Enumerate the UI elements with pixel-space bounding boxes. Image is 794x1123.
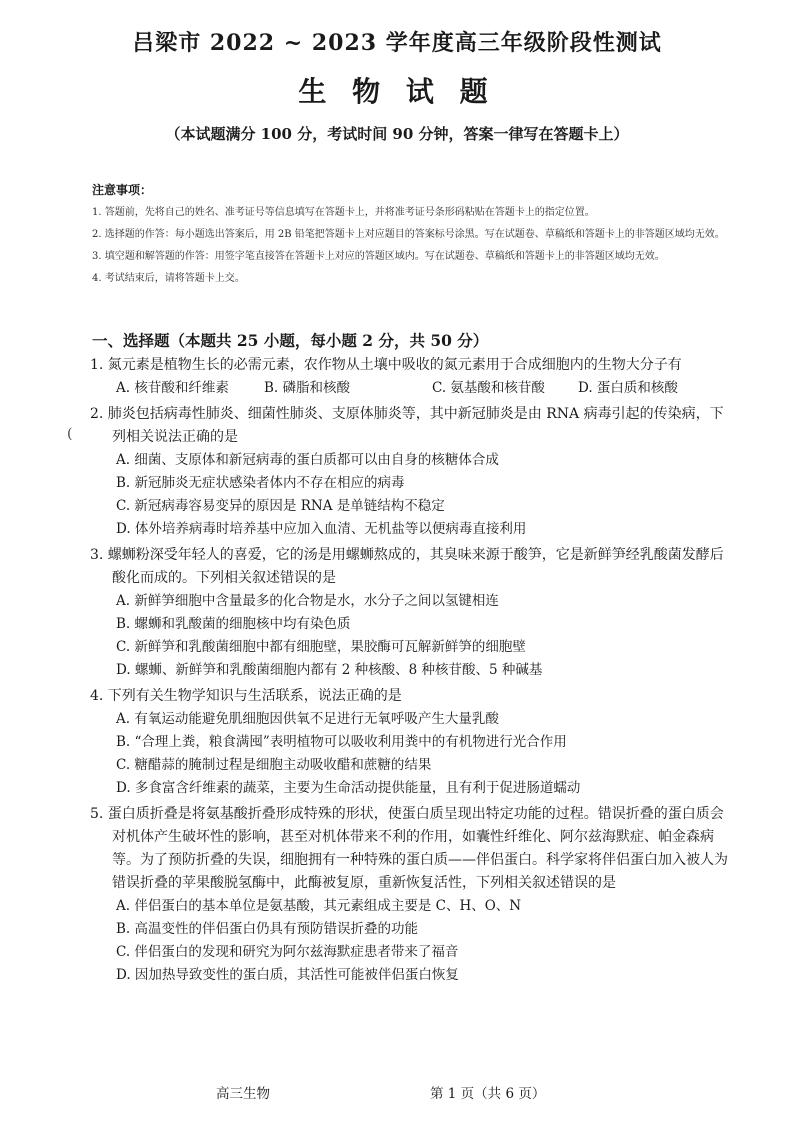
option-d: D. 多食富含纤维素的蔬菜，主要为生命活动提供能量，且有利于促进肠道蠕动 [116, 780, 581, 796]
option-a: A. 核苷酸和纤维素 [116, 380, 229, 396]
exam-info: （本试题满分 100 分，考试时间 90 分钟，答案一律写在答题卡上） [165, 125, 629, 143]
question-stem: 1. 氮元素是植物生长的必需元素，农作物从土壤中吸收的氮元素用于合成细胞内的生物大分子有 [90, 357, 682, 373]
option-c: C. 新鲜笋和乳酸菌细胞中都有细胞壁，果胶酶可瓦解新鲜笋的细胞壁 [116, 639, 526, 655]
section-title: 一、选择题（本题共 25 小题，每小题 2 分，共 50 分） [92, 331, 489, 350]
exam-title: 吕梁市 2022 ~ 2023 学年度高三年级阶段性测试 [132, 30, 662, 56]
option-c: C. 氨基酸和核苷酸 [432, 380, 545, 396]
option-b: B. 新冠肺炎无症状感染者体内不存在相应的病毒 [116, 475, 405, 491]
footer-page-number: 第 1 页（共 6 页） [430, 1086, 546, 1102]
option-c: C. 新冠病毒容易变异的原因是 RNA 是单链结构不稳定 [116, 498, 445, 514]
question-3 [90, 544, 730, 682]
note-item: 2. 选择题的作答：每小题选出答案后，用 2B 铅笔把答题卡上对应题目的答案标号涂黑。写在试题卷、草稿纸和答题卡上的非答题区域均无效。 [92, 229, 725, 240]
option-c: C. 伴侣蛋白的发现和研究为阿尔兹海默症患者带来了福音 [116, 944, 459, 960]
question-stem: 5. 蛋白质折叠是将氨基酸折叠形成特殊的形状，使蛋白质呈现出特定功能的过程。错误折叠的蛋白质会对机体产生破坏性的影响，甚至对机体带来不利的作用，如囊性纤维化、阿尔兹海默症、帕金森病等。为了预防折叠的失误，细胞拥有一种特殊的蛋白质——伴侣蛋白。科学家将伴侣蛋白加入被人为错误折叠的苹果酸脱氢酶中，此酶被复原，重新恢复活性，下列相关叙述错误的是 [90, 806, 728, 891]
option-a: A. 伴侣蛋白的基本单位是氨基酸，其元素组成主要是 C、H、O、N [116, 898, 522, 914]
note-item: 1. 答题前，先将自己的姓名、准考证号等信息填写在答题卡上，并将准考证号条形码粘贴在答题卡上的指定位置。 [92, 207, 595, 218]
option-d: D. 体外培养病毒时培养基中应加入血清、无机盐等以便病毒直接利用 [116, 521, 527, 537]
question-stem: 3. 螺蛳粉深受年轻人的喜爱，它的汤是用螺蛳熬成的，其臭味来源于酸笋，它是新鲜笋经乳酸菌发酵后酸化而成的。下列相关叙述错误的是 [90, 547, 724, 586]
question-2 [90, 403, 730, 541]
question-stem: 4. 下列有关生物学知识与生活联系，说法正确的是 [90, 688, 402, 704]
option-c: C. 糖醋蒜的腌制过程是细胞主动吸收醋和蔗糖的结果 [116, 757, 432, 773]
option-d: D. 螺蛳、新鲜笋和乳酸菌细胞内都有 2 种核酸、8 种核苷酸、5 种碱基 [116, 662, 543, 678]
question-4 [90, 685, 730, 800]
option-b: B. “合理上粪，粮食满囤”表明植物可以吸收利用粪中的有机物进行光合作用 [116, 734, 567, 750]
notes-heading: 注意事项： [92, 183, 153, 197]
footer-subject: 高三生物 [216, 1086, 270, 1102]
option-d: D. 因加热导致变性的蛋白质，其活性可能被伴侣蛋白恢复 [116, 967, 459, 983]
question-5 [90, 803, 730, 987]
subject-title: 生 物 试 题 [298, 75, 496, 108]
options-row [90, 377, 730, 400]
question-1 [90, 354, 730, 400]
option-b: B. 高温变性的伴侣蛋白仍具有预防错误折叠的功能 [116, 921, 419, 937]
option-b: B. 螺蛳和乳酸菌的细胞核中均有染色质 [116, 616, 351, 632]
option-a: A. 细菌、支原体和新冠病毒的蛋白质都可以由自身的核糖体合成 [116, 452, 499, 468]
margin-mark: ( [67, 426, 73, 442]
note-item: 3. 填空题和解答题的作答：用签字笔直接答在答题卡上对应的答题区域内。写在试题卷、草稿纸和答题卡上的非答题区域均无效。 [92, 251, 665, 262]
note-item: 4. 考试结束后，请将答题卡上交。 [92, 273, 245, 284]
notes-section [92, 181, 732, 292]
question-stem: 2. 肺炎包括病毒性肺炎、细菌性肺炎、支原体肺炎等，其中新冠肺炎是由 RNA 病毒引起的传染病，下列相关说法正确的是 [90, 406, 724, 445]
option-b: B. 磷脂和核酸 [264, 380, 351, 396]
option-a: A. 新鲜笋细胞中含量最多的化合物是水，水分子之间以氢键相连 [116, 593, 499, 609]
option-d: D. 蛋白质和核酸 [578, 380, 678, 396]
question-list [90, 354, 730, 990]
option-a: A. 有氧运动能避免肌细胞因供氧不足进行无氧呼吸产生大量乳酸 [116, 711, 499, 727]
